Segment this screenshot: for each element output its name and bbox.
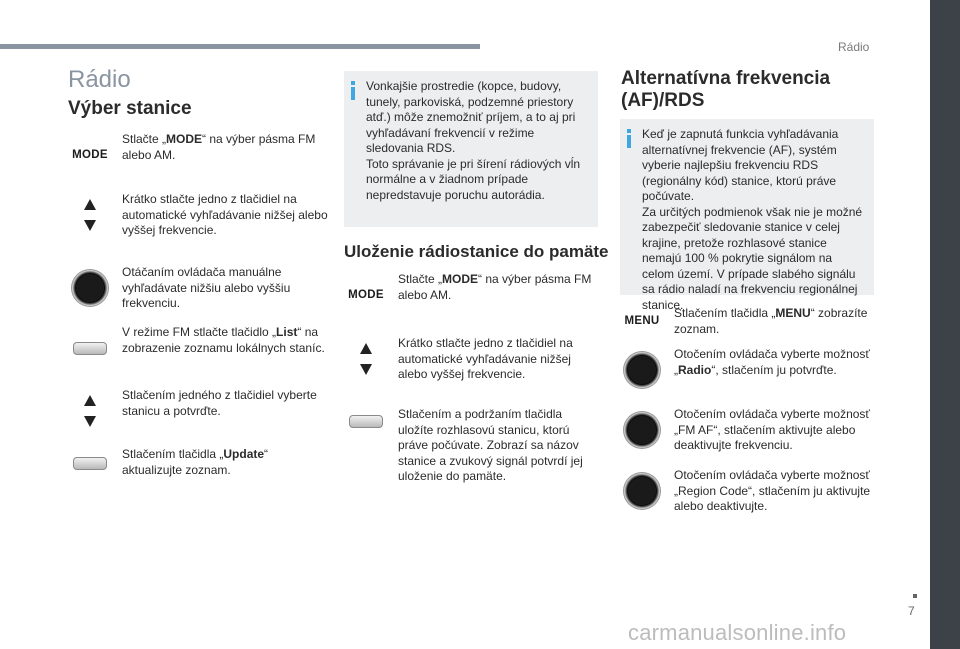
af-item-radio: Otočením ovládača vyberte možnosť „Radio“, stlačením ju potvrďte.	[618, 347, 878, 393]
vyber-item-update: Stlačením tlačidla „Update“ aktualizujte zoznam.	[66, 447, 328, 479]
touch-button-icon	[73, 342, 107, 355]
af-item-fmaf: Otočením ovládača vyberte možnosť „FM AF“, stlačením aktivujte alebo deaktivujte frekvenciu.	[618, 407, 878, 454]
ulozenie-item-seek: Krátko stlačte jedno z tlačidiel na automatické vyhľadávanie nižšej alebo vyššej frekvencie.	[342, 336, 600, 383]
page-marker	[913, 594, 917, 598]
rotary-knob-icon	[624, 473, 660, 509]
top-accent-bar	[0, 44, 480, 49]
touch-button-icon	[73, 457, 107, 470]
af-info-box: Keď je zapnutá funkcia vyhľadávania alternatívnej frekvencie (AF), systém vyberie najlepšiu frekvenciu RDS (regionálny kód) stanice, ktorú práve počúvate. Za určitých podmienok však nie je možné zabezpečiť sledovanie stanice v celej krajine, pretože rozhlasové stanice nemajú 100 % pokrytie signálom na celom území. V prípade slabého signálu sa rádio naladí na frekvenciu regionálnej stanice.	[620, 119, 874, 295]
rotary-knob-icon	[624, 352, 660, 388]
ulozenie-item-store: Stlačením a podržaním tlačidla uložíte rozhlasovú stanicu, ktorú práve počúvate. Zobrazí sa názov stanice a zvukový signál potvrdí jej uloženie do pamäte.	[342, 407, 600, 485]
rotary-knob-icon	[72, 270, 108, 306]
vyber-item-seek: Krátko stlačte jedno z tlačidiel na automatické vyhľadávanie nižšej alebo vyššej frekvencie.	[66, 192, 328, 239]
vyber-item-mode: MODE Stlačte „MODE“ na výber pásma FM alebo AM.	[72, 132, 316, 162]
info-icon	[627, 129, 631, 148]
watermark: carmanualsonline.info	[628, 620, 847, 645]
vyber-item-list: V režime FM stlačte tlačidlo „List“ na zobrazenie zoznamu lokálnych staníc.	[66, 325, 328, 371]
af-item-region: Otočením ovládača vyberte možnosť „Region Code“, stlačením ju aktivujte alebo deaktivujte.	[618, 468, 878, 515]
page-number: 7	[908, 604, 915, 618]
up-down-arrows-icon	[360, 343, 372, 375]
section-title-af: Alternatívna frekvencia (AF)/RDS	[621, 68, 831, 111]
info-icon	[351, 81, 355, 100]
section-title-vyber: Výber stanice	[68, 98, 192, 119]
reception-info-box: Vonkajšie prostredie (kopce, budovy, tunely, parkoviská, podzemné priestory atď.) môže znemožniť príjem, a to aj pri vyhľadávaní frekvencií v režime sledovania RDS. Toto správanie je pri šírení rádiových vĺn normálne a v žiadnom prípade nepredstavuje poruchu autorádia.	[344, 71, 598, 227]
page-title: Rádio	[68, 66, 131, 93]
up-down-arrows-icon	[84, 395, 96, 427]
ulozenie-item-mode: MODE Stlačte „MODE“ na výber pásma FM alebo AM.	[348, 272, 592, 302]
rotary-knob-icon	[624, 412, 660, 448]
vyber-item-knob: Otáčaním ovládača manuálne vyhľadávate nižšiu alebo vyššiu frekvenciu.	[66, 265, 328, 312]
up-down-arrows-icon	[84, 199, 96, 231]
page-edge-tab	[930, 0, 960, 649]
vyber-item-select: Stlačením jedného z tlačidiel vyberte stanicu a potvrďte.	[66, 388, 328, 434]
af-item-menu: MENU Stlačením tlačidla „MENU“ zobrazíte zoznam.	[624, 306, 868, 336]
menu-button-icon: MENU	[624, 315, 660, 327]
touch-button-icon	[349, 415, 383, 428]
mode-button-icon: MODE	[72, 149, 108, 161]
running-header: Rádio	[838, 40, 870, 54]
mode-button-icon: MODE	[348, 289, 384, 301]
section-title-ulozenie: Uloženie rádiostanice do pamäte	[344, 242, 609, 261]
